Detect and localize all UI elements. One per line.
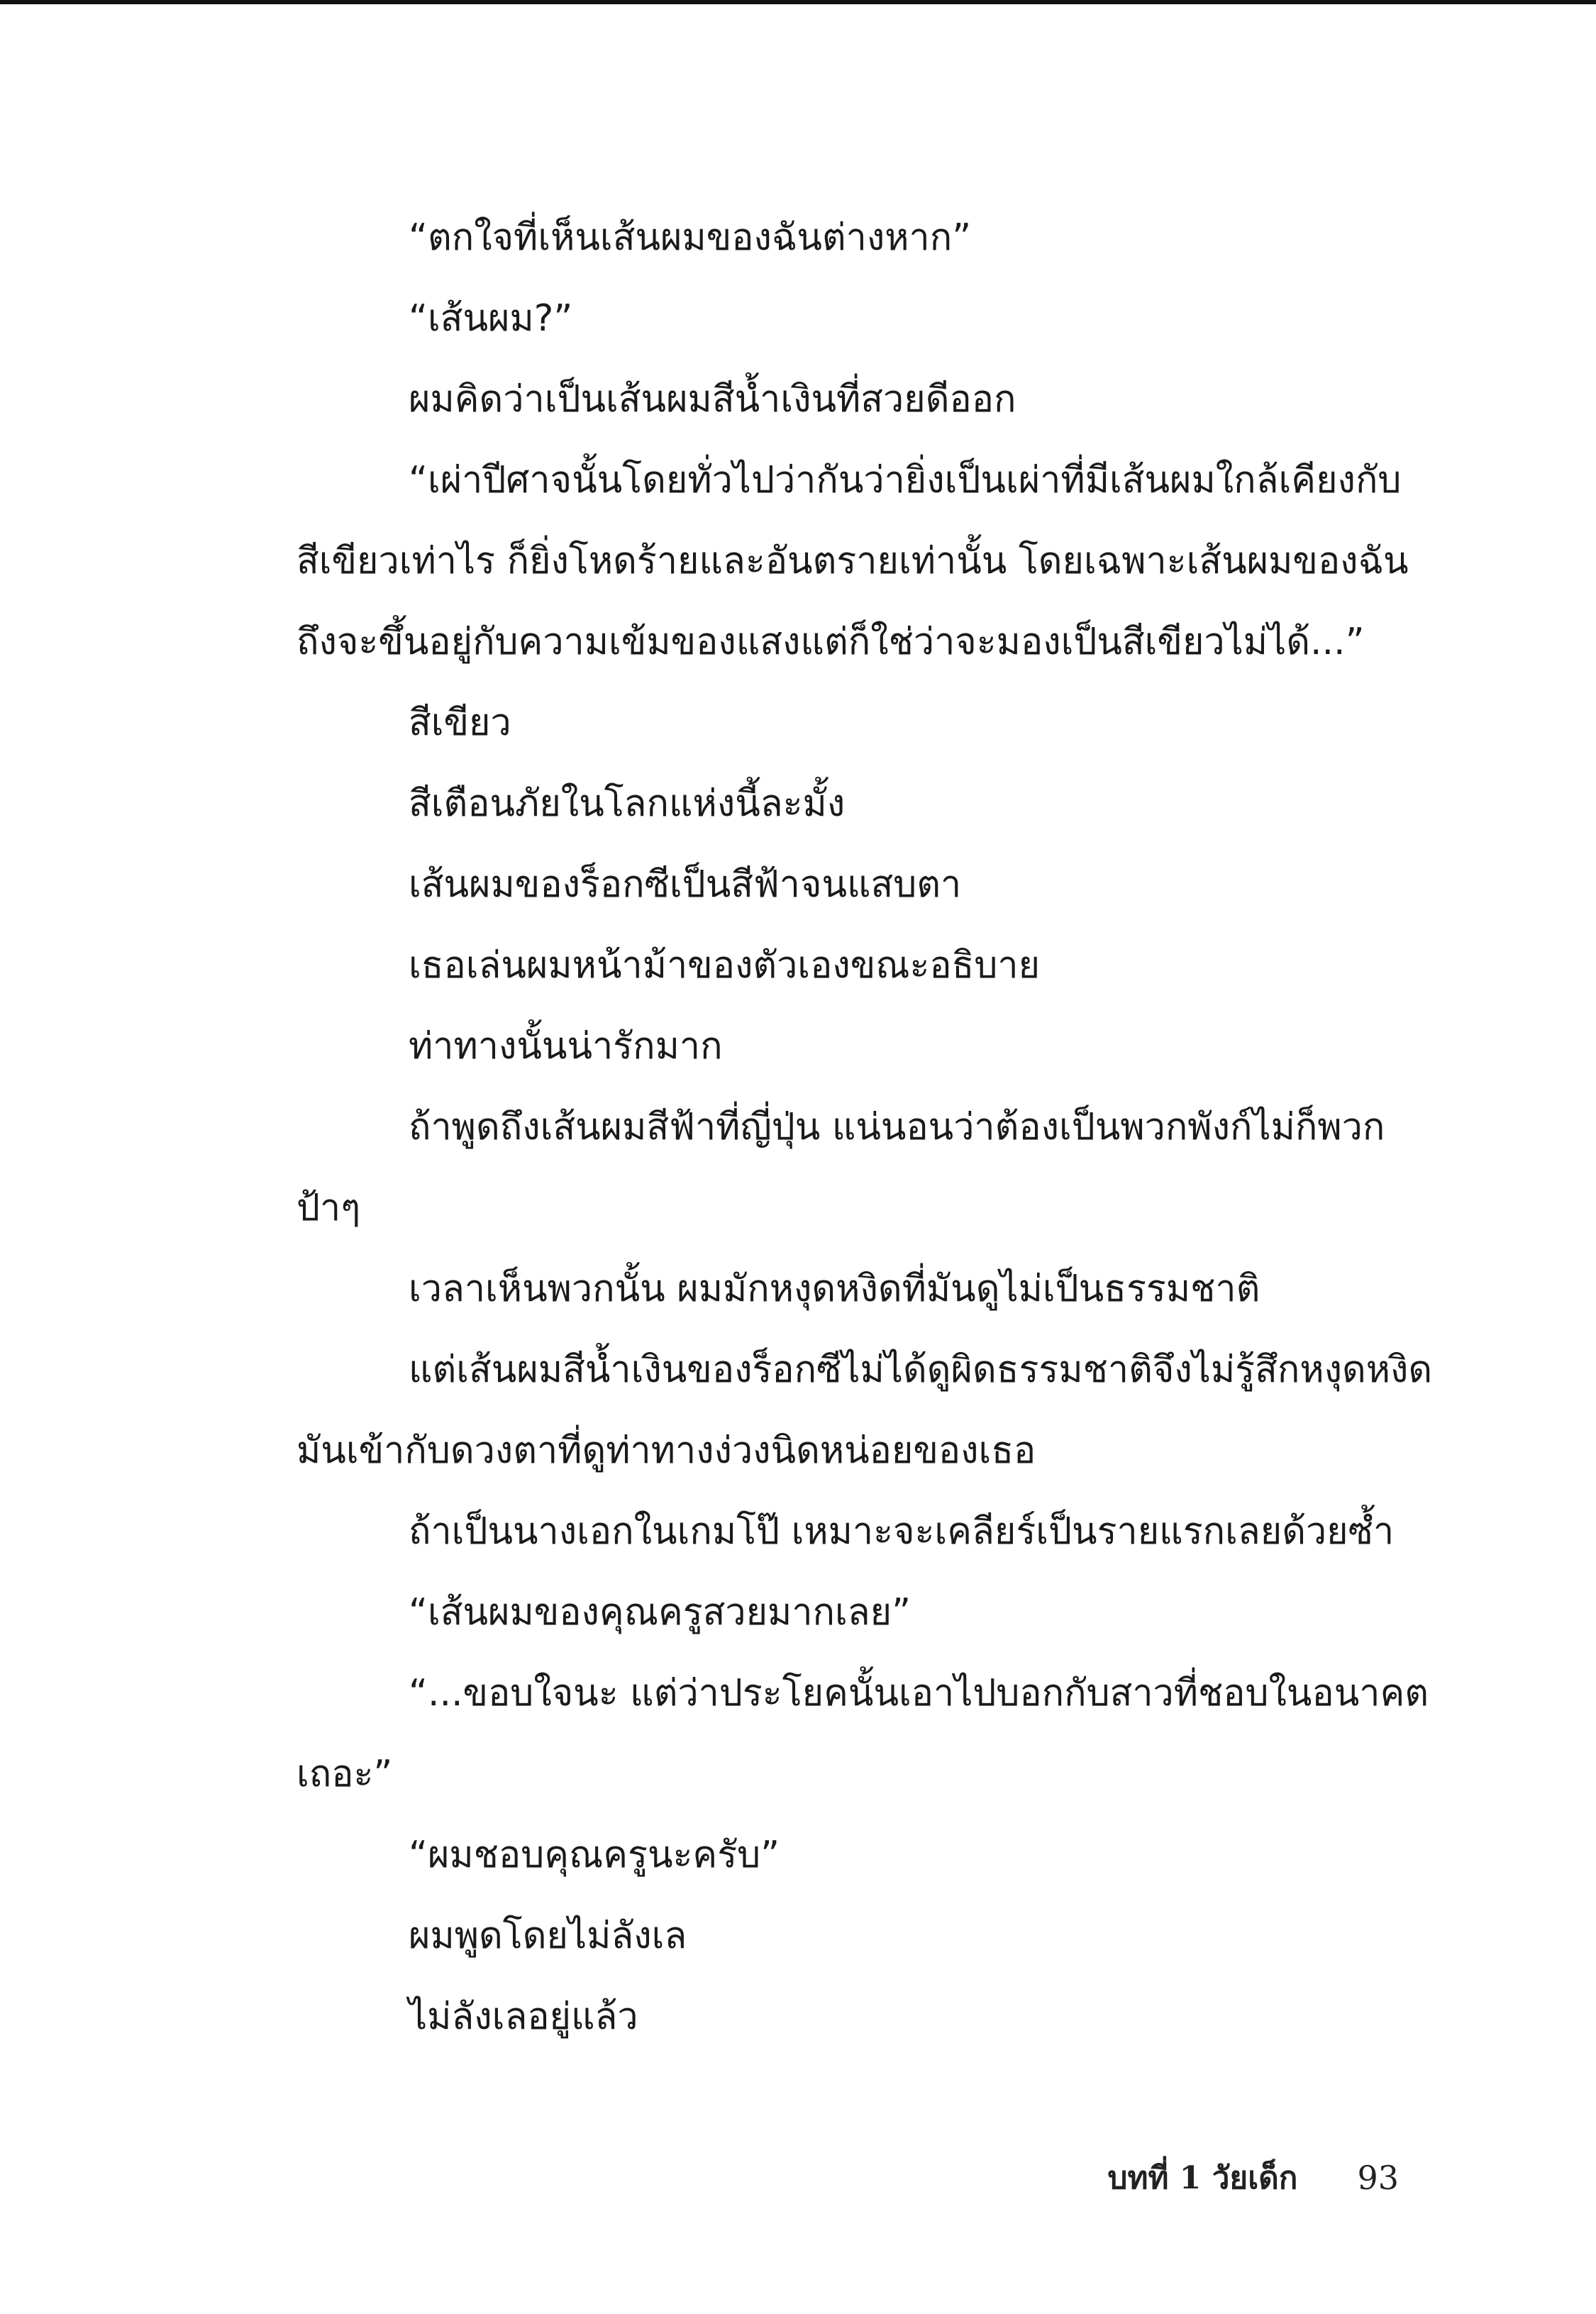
text-line: “...ขอบใจนะ แต่ว่าประโยคนั้นเอาไปบอกกับสาวที่ชอบในอนาคต (409, 1672, 1429, 1715)
text-line: เธอเล่นผมหน้าม้าของตัวเองขณะอธิบาย (409, 944, 1041, 987)
chapter-title: บทที่ 1 วัยเด็ก (1107, 2160, 1298, 2196)
text-line: “ผมชอบคุณครูนะครับ” (409, 1834, 780, 1876)
text-line: “เผ่าปีศาจนั้นโดยทั่วไปว่ากันว่ายิ่งเป็นเผ่าที่มีเส้นผมใกล้เคียงกับ (409, 459, 1402, 502)
text-line: เส้นผมของร็อกซีเป็นสีฟ้าจนแสบตา (409, 863, 962, 906)
page-footer (1108, 2149, 1399, 2206)
text-line: ไม่ลังเลอยู่แล้ว (409, 1995, 638, 2038)
text-line: แต่เส้นผมสีน้ำเงินของร็อกซีไม่ได้ดูผิดธรรมชาติจึงไม่รู้สึกหงุดหงิด (409, 1349, 1433, 1391)
text-line: ท่าทางนั้นน่ารักมาก (409, 1025, 723, 1068)
top-border-line (0, 0, 1596, 4)
text-line: ถ้าเป็นนางเอกในเกมโป๊ เหมาะจะเคลียร์เป็นรายแรกเลยด้วยซ้ำ (409, 1510, 1395, 1553)
text-line: สีเขียว (409, 702, 511, 744)
text-line: “เส้นผม?” (409, 297, 573, 340)
text-line: “ตกใจที่เห็นเส้นผมของฉันต่างหาก” (409, 216, 972, 259)
text-line: มันเข้ากับดวงตาที่ดูท่าทางง่วงนิดหน่อยของเธอ (297, 1429, 1036, 1472)
text-line: สีเตือนภัยในโลกแห่งนี้ละมั้ง (409, 782, 846, 825)
text-line: สีเขียวเท่าไร ก็ยิ่งโหดร้ายและอันตรายเท่านั้น โดยเฉพาะเส้นผมของฉัน (297, 540, 1409, 582)
text-line: ผมคิดว่าเป็นเส้นผมสีน้ำเงินที่สวยดีออก (409, 378, 1016, 421)
text-line: เวลาเห็นพวกนั้น ผมมักหงุดหงิดที่มันดูไม่เป็นธรรมชาติ (409, 1268, 1260, 1310)
text-line: เถอะ” (297, 1753, 393, 1795)
text-line: ถ้าพูดถึงเส้นผมสีฟ้าที่ญี่ปุ่น แน่นอนว่าต้องเป็นพวกพังก์ไม่ก็พวก (409, 1106, 1385, 1148)
text-line: “เส้นผมของคุณครูสวยมากเลย” (409, 1591, 911, 1634)
text-line: ป้าๆ (297, 1187, 361, 1229)
text-line: ผมพูดโดยไม่ลังเล (409, 1915, 687, 1957)
text-line: ถึงจะขึ้นอยู่กับความเข้มของแสงแต่ก็ใช่ว่าจะมองเป็นสีเขียวไม่ได้...” (297, 621, 1365, 663)
page-number: 93 (1357, 2159, 1399, 2197)
